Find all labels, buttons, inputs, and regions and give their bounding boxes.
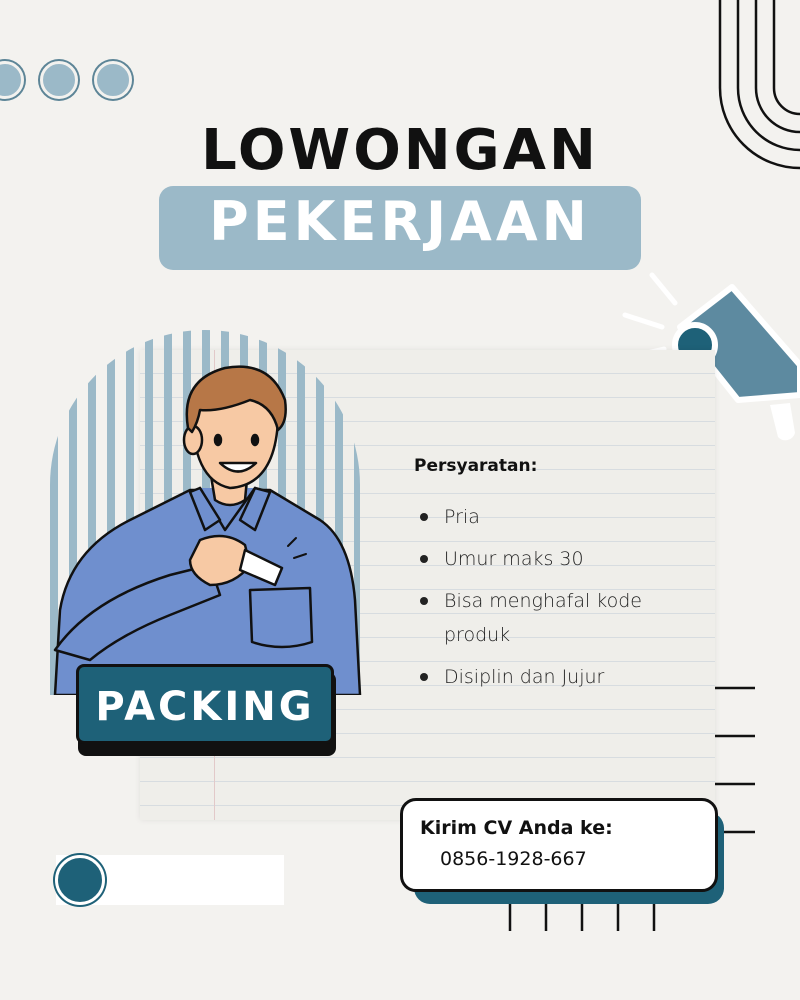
bullet-icon <box>420 597 428 605</box>
person-illustration <box>50 360 365 695</box>
contact-heading: Kirim CV Anda ke: <box>420 817 613 839</box>
requirement-item <box>420 660 720 694</box>
requirement-text: Bisa menghafal kode produk <box>444 590 642 646</box>
decorative-dot-3 <box>94 61 132 99</box>
requirement-item <box>420 542 720 576</box>
requirements-heading: Persyaratan: <box>414 456 538 476</box>
requirement-item <box>420 500 720 534</box>
bullet-icon <box>420 673 428 681</box>
decorative-dot-1 <box>0 61 24 99</box>
position-label: PACKING <box>95 684 315 730</box>
requirement-text: Pria <box>444 506 480 528</box>
title-line-1: LOWONGAN <box>201 118 599 183</box>
bullet-icon <box>420 513 428 521</box>
contact-phone: 0856-1928-667 <box>440 848 587 870</box>
contact-box <box>400 798 718 892</box>
title-line-2: PEKERJAAN <box>209 190 591 253</box>
bottom-left-dot <box>55 855 105 905</box>
requirement-text: Disiplin dan Jujur <box>444 666 605 688</box>
bullet-icon <box>420 555 428 563</box>
requirement-item <box>420 584 660 652</box>
requirement-text: Umur maks 30 <box>444 548 584 570</box>
requirements-list <box>420 500 720 702</box>
decorative-dot-2 <box>40 61 78 99</box>
